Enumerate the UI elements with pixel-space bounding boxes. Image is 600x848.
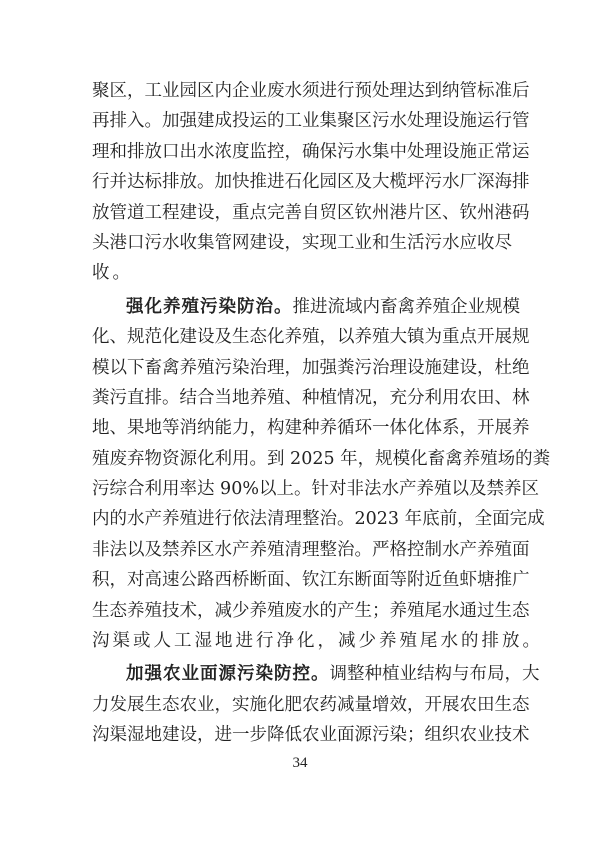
text-line	[92, 535, 530, 565]
text-line	[92, 137, 530, 167]
text-line	[92, 413, 530, 443]
text-line	[92, 596, 530, 626]
text-line	[92, 444, 551, 474]
line-text: 力发展生态农业，实施化肥农药减量增效，开展农田生态	[92, 694, 530, 715]
line-text: 非法以及禁养区水产养殖清理整治。严格控制水产养殖面	[92, 539, 530, 560]
text-line	[92, 228, 512, 258]
line-text: 收。	[92, 263, 133, 284]
paragraph	[92, 292, 551, 657]
text-line	[92, 474, 539, 504]
text-line	[92, 690, 530, 720]
text-line	[92, 353, 530, 383]
line-text: 地、果地等消纳能力，构建种养循环一体化体系，开展养	[92, 418, 530, 439]
line-text: 调整种植业结构与布局，大	[329, 664, 540, 685]
line-text: 沟渠或人工湿地进行净化，减少养殖尾水的排放。	[92, 631, 543, 652]
paragraph	[92, 659, 540, 750]
line-text: 模以下畜禽养殖污染治理，加强粪污治理设施建设，杜绝	[92, 357, 530, 378]
document-body	[92, 76, 551, 754]
page-number: 34	[292, 755, 308, 771]
line-text: 再排入。加强建成投运的工业集聚区污水处理设施运行管	[92, 111, 530, 132]
line-text: 放管道工程建设，重点完善自贸区钦州港片区、钦州港码	[92, 202, 530, 223]
line-text: 理和排放口出水浓度监控，确保污水集中处理设施正常运	[92, 141, 530, 162]
text-line	[92, 565, 530, 595]
text-line	[92, 167, 530, 197]
paragraph-heading: 加强农业面源污染防控。	[126, 664, 330, 685]
line-text: 污综合利用率达 90%以上。针对非法水产养殖以及禁养区	[92, 479, 539, 500]
text-line	[92, 258, 509, 288]
line-text: 推进流域内畜禽养殖企业规模	[292, 296, 520, 317]
text-line	[92, 292, 520, 322]
line-text: 积，对高速公路西桥断面、钦江东断面等附近鱼虾塘推广	[92, 570, 530, 591]
text-line	[92, 383, 530, 413]
line-text: 内的水产养殖进行依法清理整治。2023 年底前，全面完成	[92, 509, 545, 530]
line-text: 粪污直排。结合当地养殖、种植情况，充分利用农田、林	[92, 387, 530, 408]
paragraph-heading: 强化养殖污染防治。	[126, 296, 293, 317]
text-line	[92, 504, 545, 534]
text-line	[92, 76, 530, 106]
text-line	[92, 626, 543, 656]
line-text: 聚区，工业园区内企业废水须进行预处理达到纳管标准后	[92, 81, 530, 101]
line-text: 行并达标排放。加快推进石化园区及大榄坪污水厂深海排	[92, 172, 530, 193]
line-text: 殖废弃物资源化利用。到 2025 年，规模化畜禽养殖场的粪	[92, 448, 551, 469]
line-text: 生态养殖技术，减少养殖废水的产生；养殖尾水通过生态	[92, 600, 530, 621]
text-line	[92, 322, 530, 352]
text-line	[92, 106, 530, 136]
text-line	[92, 659, 540, 689]
line-text: 化、规范化建设及生态化养殖，以养殖大镇为重点开展规	[92, 327, 530, 348]
text-line	[92, 198, 530, 228]
text-line	[92, 720, 530, 750]
line-text: 头港口污水收集管网建设，实现工业和生活污水应收尽	[92, 232, 512, 253]
paragraph	[92, 76, 530, 289]
line-text: 沟渠湿地建设，进一步降低农业面源污染；组织农业技术	[92, 725, 530, 746]
